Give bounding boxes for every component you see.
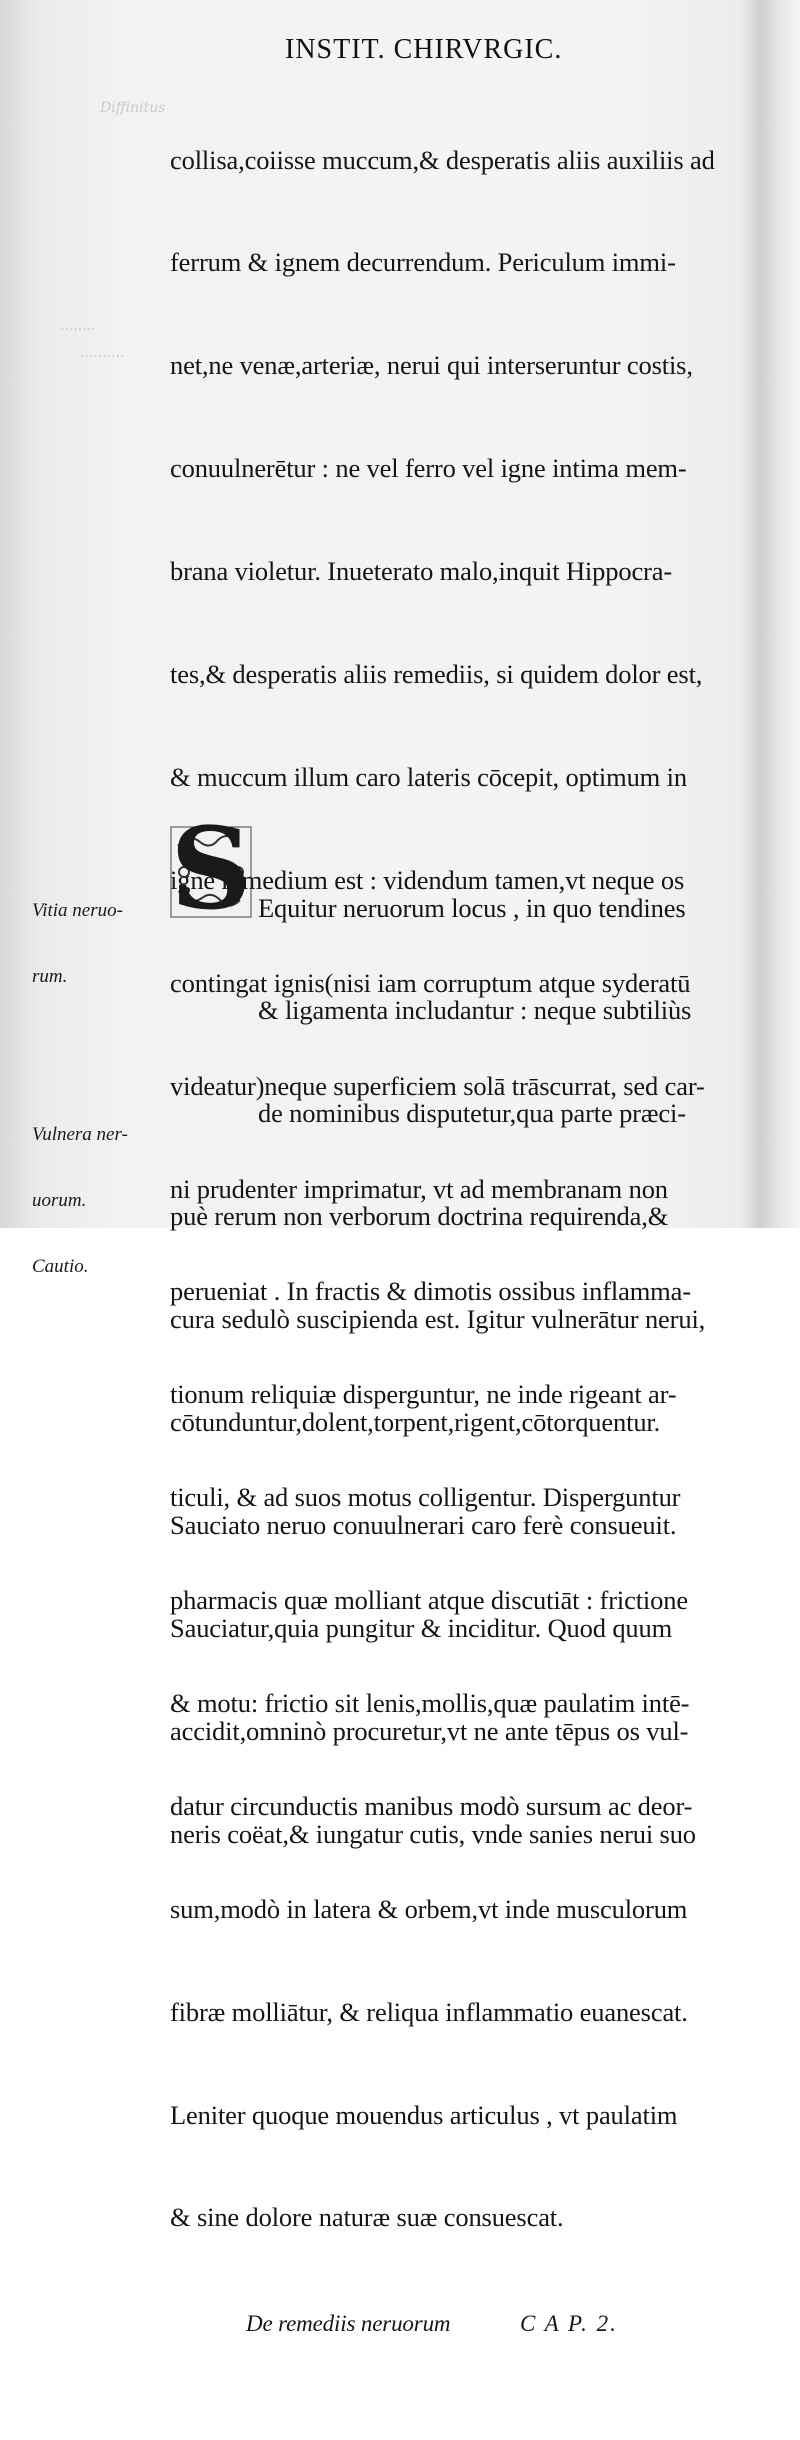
text-line: cura sedulò suscipienda est. Igitur vulnerātur nerui,	[170, 1304, 706, 1335]
text-line: de nominibus disputetur,qua parte præci-	[258, 1098, 686, 1129]
text-line: videatur)neque superficiem solā trāscurrat, sed car-	[170, 1070, 705, 1101]
text-line: cōtunduntur,dolent,torpent,rigent,cōtorquentur.	[170, 1407, 661, 1438]
margin-note-line: uorum.	[32, 1190, 87, 1211]
text-line: & muccum illum caro lateris cōcepit, optimum in	[170, 761, 687, 792]
text-line: & ligamenta includantur : neque subtiliùs	[258, 995, 692, 1026]
text-line: Equitur neruorum locus , in quo tendines	[258, 892, 686, 923]
text-line: conuulnerētur : ne vel ferro vel igne intima mem-	[170, 453, 687, 484]
text-line: puè rerum non verborum doctrina requirenda,&	[170, 1201, 669, 1232]
text-line: igne remedium est : videndum tamen,vt neque os	[170, 864, 685, 895]
main-text-bottom	[170, 822, 740, 1920]
bleed-through-mark: Diffinitus	[100, 100, 166, 116]
text-line: & sine dolore naturæ suæ consuescat.	[170, 2202, 564, 2233]
margin-note-line: rum.	[32, 966, 68, 987]
text-line: Leniter quoque mouendus articulus , vt paulatim	[170, 2099, 678, 2130]
text-line: tes,& desperatis aliis remediis, si quidem dolor est,	[170, 659, 703, 690]
text-line: Sauciatur,quia pungitur & inciditur. Quod quum	[170, 1612, 673, 1643]
text-line: sum,modò in latera & orbem,vt inde musculorum	[170, 1893, 688, 1924]
text-line: brana violetur. Inueterato malo,inquit Hippocra-	[170, 556, 673, 587]
text-line: datur circunductis manibus modò sursum ac deor-	[170, 1790, 693, 1821]
text-line: accidit,omninò procuretur,vt ne ante tēpus os vul-	[170, 1715, 689, 1746]
text-line: ferrum & ignem decurrendum. Periculum immi-	[170, 247, 676, 278]
text-line: ni prudenter imprimatur, vt ad membranam non	[170, 1173, 668, 1204]
margin-note-vulnera	[32, 1080, 128, 1322]
running-header: INSTIT. CHIRVRGIC.	[285, 34, 563, 65]
text-line: contingat ignis(nisi iam corruptum atque syderatū	[170, 967, 691, 998]
margin-note-line: Cautio.	[32, 1256, 89, 1277]
chapter-title: De remediis neruorum	[246, 2311, 451, 2337]
text-line: tionum reliquiæ disperguntur, ne inde rigeant ar-	[170, 1379, 677, 1410]
initial-letter: S	[170, 804, 252, 935]
chapter-heading	[170, 2303, 740, 2337]
text-line: ticuli, & ad suos motus colligentur. Disperguntur	[170, 1482, 681, 1513]
margin-note-line: Vulnera ner-	[32, 1124, 128, 1145]
text-line: collisa,coiisse muccum,& desperatis aliis auxiliis ad	[170, 144, 715, 175]
text-line: Sauciato neruo conuulnerari caro ferè consueuit.	[170, 1509, 677, 1540]
bleed-through-mark: ..........	[80, 345, 125, 361]
bleed-through-mark: ........	[60, 318, 96, 334]
text-line: & motu: frictio sit lenis,mollis,quæ paulatim intē-	[170, 1687, 690, 1718]
margin-note-vitia	[32, 856, 123, 1032]
text-line: pharmacis quæ molliant atque discutiāt : frictione	[170, 1585, 688, 1616]
margin-note-line: Vitia neruo-	[32, 900, 123, 921]
text-line: perueniat . In fractis & dimotis ossibus inflamma-	[170, 1276, 691, 1307]
text-line: fibræ molliātur, & reliqua inflammatio euanescat.	[170, 1996, 688, 2027]
chapter-number: C A P. 2.	[520, 2311, 618, 2337]
text-line: neris coëat,& iungatur cutis, vnde sanies nerui suo	[170, 1818, 696, 1849]
text-line: net,ne venæ,arteriæ, nerui qui interseruntur costis,	[170, 350, 693, 381]
